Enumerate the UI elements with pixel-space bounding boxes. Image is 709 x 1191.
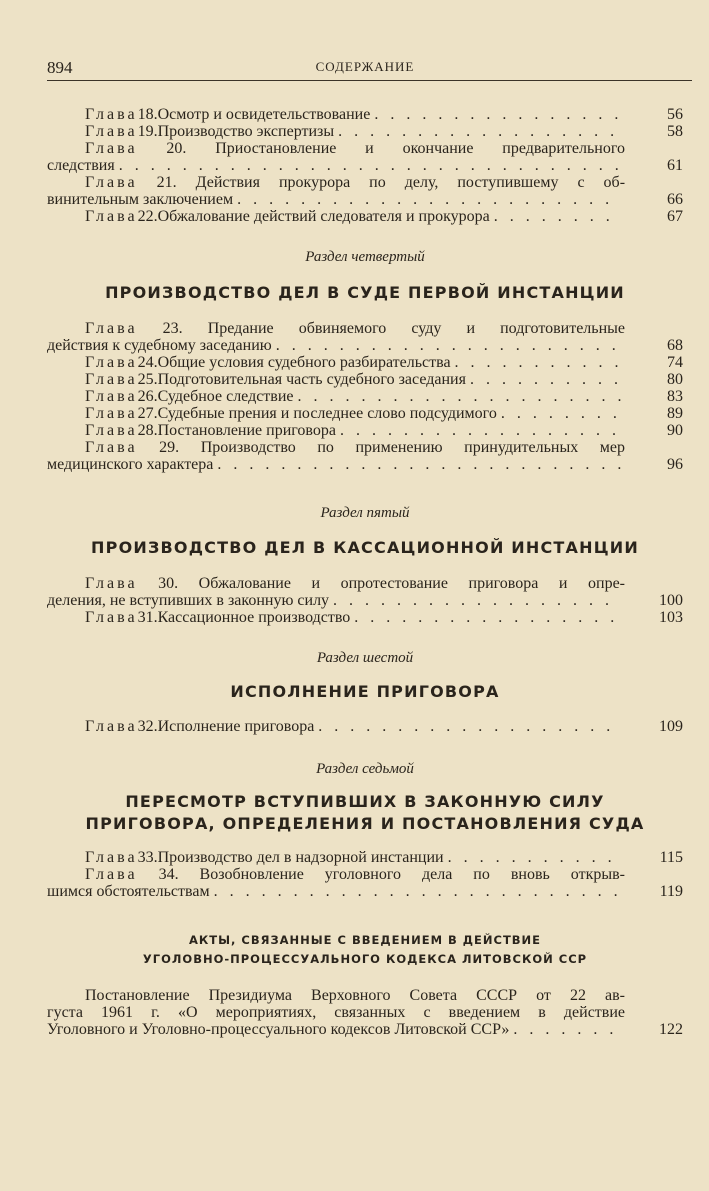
chapter-number: 21. — [156, 174, 177, 191]
section-title-4: ПРОИЗВОДСТВО ДЕЛ В СУДЕ ПЕРВОЙ ИНСТАНЦИИ — [105, 283, 625, 302]
toc-entry-line — [47, 575, 683, 592]
chapter-title-text: деления, не вступивших в законную силу — [47, 592, 330, 609]
chapter-title-text: Судебное следствие — [157, 388, 294, 405]
dot-leader — [276, 337, 621, 354]
toc-entry-line — [47, 592, 683, 609]
toc-entry-line — [47, 157, 683, 174]
chapter-number: 31. — [137, 609, 158, 626]
dot-leader — [501, 405, 621, 422]
toc-entry-line — [47, 439, 683, 456]
toc-entry — [47, 320, 683, 354]
page-ref: 66 — [667, 191, 683, 208]
chapter-number: 25. — [137, 371, 158, 388]
toc-entry-line — [47, 883, 683, 900]
acts-entry — [47, 987, 683, 1038]
toc-block-5 — [47, 849, 683, 900]
dot-leader — [338, 123, 621, 140]
toc-entry — [47, 354, 683, 371]
chapter-label: Глава — [85, 866, 138, 883]
toc-entry-line — [47, 405, 683, 422]
toc-entry-line — [47, 849, 683, 866]
page-ref: 61 — [667, 157, 683, 174]
toc-entry-line — [47, 609, 683, 626]
chapter-label: Глава — [85, 609, 138, 626]
chapter-label: Глава — [85, 208, 138, 225]
page-ref: 115 — [659, 849, 683, 866]
page-ref: 56 — [667, 106, 683, 123]
dot-leader — [340, 422, 621, 439]
chapter-title-text: следствия — [47, 157, 115, 174]
toc-entry — [47, 123, 683, 140]
page-ref: 74 — [667, 354, 683, 371]
chapter-number: 20. — [166, 140, 187, 157]
dot-leader — [513, 1021, 621, 1038]
dot-leader — [470, 371, 621, 388]
chapter-number: 33. — [137, 849, 158, 866]
page-ref: 83 — [667, 388, 683, 405]
acts-line-1: Постановление Президиума Верховного Совета СССР от 22 ав- — [85, 987, 625, 1004]
chapter-label: Глава — [85, 371, 138, 388]
running-head: СОДЕРЖАНИЕ — [315, 59, 415, 74]
chapter-number: 24. — [137, 354, 158, 371]
chapter-label: Глава — [85, 354, 138, 371]
dot-leader — [354, 609, 621, 626]
chapter-title-text: винительным заключением — [47, 191, 234, 208]
chapter-title-text: Производство дел в надзорной инстанции — [157, 849, 444, 866]
toc-entry — [47, 718, 683, 735]
chapter-label: Глава — [85, 123, 138, 140]
toc-entry — [47, 106, 683, 123]
page-ref: 89 — [667, 405, 683, 422]
chapter-title-text: Осмотр и освидетельствование — [157, 106, 371, 123]
dot-leader — [455, 354, 621, 371]
dot-leader — [448, 849, 621, 866]
chapter-number: 23. — [162, 320, 183, 337]
chapter-label: Глава — [85, 140, 138, 157]
toc-entry — [47, 575, 683, 609]
header-rule — [47, 80, 692, 81]
section-title-7-line-2: ПРИГОВОРА, ОПРЕДЕЛЕНИЯ И ПОСТАНОВЛЕНИЯ СУДА — [85, 814, 645, 833]
section-label-7: Раздел седьмой — [316, 761, 414, 777]
chapter-number: 34. — [158, 866, 179, 883]
chapter-title-text: Предание обвиняемого суду и подготовительные — [207, 320, 625, 337]
chapter-number: 19. — [137, 123, 158, 140]
chapter-label: Глава — [85, 174, 138, 191]
toc-block-3 — [47, 575, 683, 626]
dot-leader — [318, 718, 621, 735]
section-label-5: Раздел пятый — [320, 505, 410, 521]
toc-entry-line — [47, 140, 683, 157]
toc-entry-line — [47, 174, 683, 191]
chapter-label: Глава — [85, 405, 138, 422]
chapter-title-text: Обжалование и опротестование приговора и опре- — [198, 575, 625, 592]
chapter-title-text: Действия прокурора по делу, поступившему с об- — [195, 174, 626, 191]
page-ref: 103 — [659, 609, 683, 626]
section-label-4: Раздел четвертый — [305, 249, 425, 265]
chapter-label: Глава — [85, 320, 138, 337]
toc-entry-line — [47, 718, 683, 735]
chapter-title-text: Постановление приговора — [157, 422, 336, 439]
toc-entry-line — [47, 320, 683, 337]
chapter-number: 30. — [158, 575, 179, 592]
toc-entry-line — [47, 388, 683, 405]
chapter-title-text: шимся обстоятельствам — [47, 883, 210, 900]
page-ref: 80 — [667, 371, 683, 388]
dot-leader — [119, 157, 621, 174]
toc-entry-line — [47, 123, 683, 140]
toc-entry-line — [47, 354, 683, 371]
toc-entry-line — [47, 208, 683, 225]
acts-line-3: Уголовного и Уголовно-процессуального кодексов Литовской ССР» — [47, 1021, 510, 1038]
page-ref: 68 — [667, 337, 683, 354]
toc-entry-line — [47, 422, 683, 439]
chapter-title-text: Приостановление и окончание предварительного — [215, 140, 625, 157]
dot-leader — [333, 592, 621, 609]
chapter-label: Глава — [85, 849, 138, 866]
chapter-title-text: Исполнение приговора — [157, 718, 315, 735]
toc-entry — [47, 866, 683, 900]
chapter-label: Глава — [85, 718, 138, 735]
toc-entry — [47, 849, 683, 866]
page-ref: 96 — [667, 456, 683, 473]
acts-title-line-1: АКТЫ, СВЯЗАННЫЕ С ВВЕДЕНИЕМ В ДЕЙСТВИЕ — [188, 933, 542, 947]
chapter-number: 32. — [137, 718, 158, 735]
toc-entry-line — [47, 371, 683, 388]
dot-leader — [494, 208, 621, 225]
chapter-title-text: Производство по применению принудительных мер — [200, 439, 625, 456]
toc-entry — [47, 439, 683, 473]
dot-leader — [214, 883, 621, 900]
toc-block-4 — [47, 718, 683, 735]
chapter-label: Глава — [85, 439, 138, 456]
chapter-title-text: Кассационное производство — [157, 609, 351, 626]
chapter-title-text: Возобновление уголовного дела по вновь открыв- — [199, 866, 625, 883]
chapter-title-text: действия к судебному заседанию — [47, 337, 272, 354]
section-title-7-line-1: ПЕРЕСМОТР ВСТУПИВШИХ В ЗАКОННУЮ СИЛУ — [125, 792, 605, 811]
page-ref: 67 — [667, 208, 683, 225]
chapter-number: 26. — [137, 388, 158, 405]
toc-block-1 — [47, 106, 683, 225]
page-number: 894 — [47, 58, 73, 77]
section-title-6: ИСПОЛНЕНИЕ ПРИГОВОРА — [230, 682, 500, 701]
acts-title — [47, 931, 683, 969]
dot-leader — [237, 191, 621, 208]
chapter-label: Глава — [85, 388, 138, 405]
toc-entry-line — [47, 337, 683, 354]
page-ref: 122 — [659, 1021, 683, 1038]
chapter-title-text: Подготовительная часть судебного заседания — [157, 371, 466, 388]
toc-entry — [47, 140, 683, 174]
toc-entry-line — [47, 191, 683, 208]
dot-leader — [217, 456, 621, 473]
toc-entry — [47, 422, 683, 439]
toc-entry — [47, 405, 683, 422]
dot-leader — [374, 106, 621, 123]
chapter-number: 29. — [159, 439, 180, 456]
chapter-label: Глава — [85, 106, 138, 123]
toc-entry-line — [47, 106, 683, 123]
acts-title-line-2: УГОЛОВНО-ПРОЦЕССУАЛЬНОГО КОДЕКСА ЛИТОВСКОЙ ССР — [142, 952, 588, 966]
page-header — [47, 58, 683, 80]
chapter-title-text: Судебные прения и последнее слово подсудимого — [157, 405, 497, 422]
toc-entry — [47, 609, 683, 626]
chapter-number: 18. — [137, 106, 158, 123]
section-title-5: ПРОИЗВОДСТВО ДЕЛ В КАССАЦИОННОЙ ИНСТАНЦИИ — [91, 538, 639, 557]
toc-entry-line — [47, 866, 683, 883]
chapter-title-text: медицинского характера — [47, 456, 214, 473]
page-ref: 119 — [659, 883, 683, 900]
toc-entry — [47, 174, 683, 208]
toc-entry-line — [47, 456, 683, 473]
chapter-title-text: Производство экспертизы — [157, 123, 335, 140]
chapter-label: Глава — [85, 422, 138, 439]
acts-line-2: густа 1961 г. «О мероприятиях, связанных с введением в действие — [47, 1004, 625, 1021]
chapter-number: 22. — [137, 208, 158, 225]
page-ref: 90 — [667, 422, 683, 439]
page-ref: 58 — [667, 123, 683, 140]
dot-leader — [298, 388, 621, 405]
section-title-7 — [47, 791, 683, 835]
chapter-number: 28. — [137, 422, 158, 439]
chapter-number: 27. — [137, 405, 158, 422]
section-label-6: Раздел шестой — [316, 650, 414, 666]
page-ref: 109 — [659, 718, 683, 735]
toc-block-2 — [47, 320, 683, 473]
chapter-label: Глава — [85, 575, 138, 592]
toc-entry — [47, 388, 683, 405]
chapter-title-text: Обжалование действий следователя и прокурора — [157, 208, 490, 225]
chapter-title-text: Общие условия судебного разбирательства — [157, 354, 451, 371]
toc-entry — [47, 371, 683, 388]
toc-entry — [47, 208, 683, 225]
acts-line-3-row — [47, 1021, 683, 1038]
page-ref: 100 — [659, 592, 683, 609]
